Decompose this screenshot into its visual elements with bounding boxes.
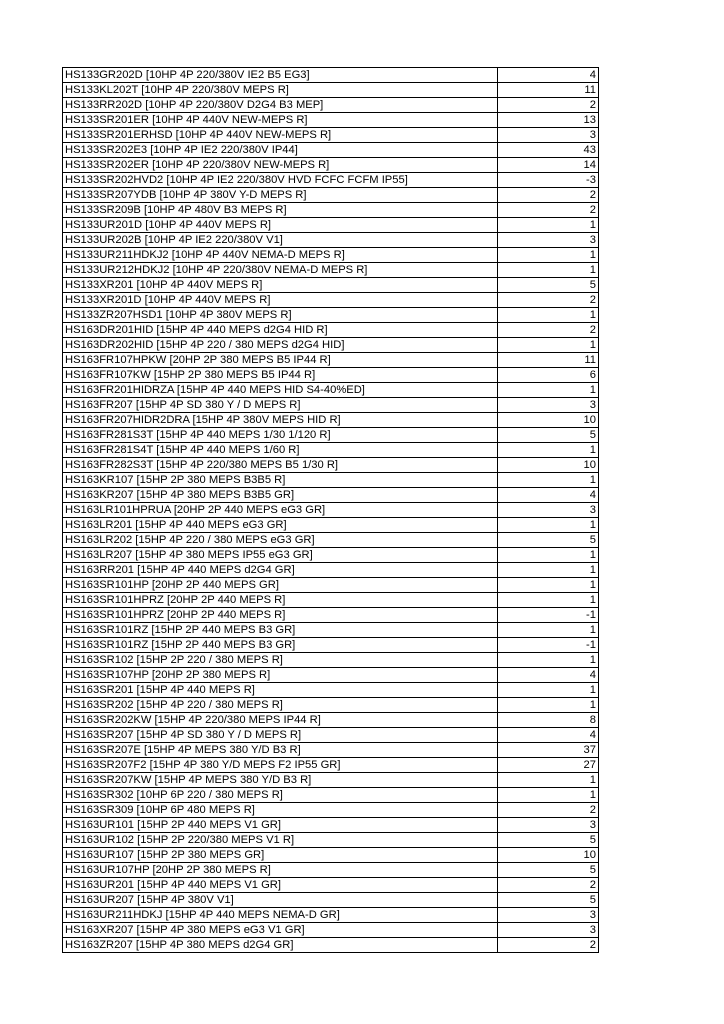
- item-description: HS163FR107KW [15HP 2P 380 MEPS B5 IP44 R]: [63, 368, 498, 383]
- table-row: [63, 938, 599, 953]
- table-row: [63, 338, 599, 353]
- item-quantity: 13: [498, 113, 599, 128]
- table-row: [63, 248, 599, 263]
- item-quantity: 1: [498, 653, 599, 668]
- table-row: [63, 368, 599, 383]
- table-row: [63, 698, 599, 713]
- item-quantity: 14: [498, 158, 599, 173]
- table-row: [63, 743, 599, 758]
- item-quantity: 2: [498, 203, 599, 218]
- item-quantity: 2: [498, 98, 599, 113]
- table-row: [63, 278, 599, 293]
- item-description: HS163FR282S3T [15HP 4P 220/380 MEPS B5 1/30 R]: [63, 458, 498, 473]
- item-description: HS163FR207 [15HP 4P SD 380 Y / D MEPS R]: [63, 398, 498, 413]
- item-description: HS163RR201 [15HP 4P 440 MEPS d2G4 GR]: [63, 563, 498, 578]
- item-description: HS133SR201ER [10HP 4P 440V NEW-MEPS R]: [63, 113, 498, 128]
- table-row: [63, 128, 599, 143]
- item-description: HS133UR201D [10HP 4P 440V MEPS R]: [63, 218, 498, 233]
- table-row: [63, 578, 599, 593]
- item-description: HS163SR102 [15HP 2P 220 / 380 MEPS R]: [63, 653, 498, 668]
- item-description: HS163SR309 [10HP 6P 480 MEPS R]: [63, 803, 498, 818]
- item-quantity: 5: [498, 428, 599, 443]
- item-quantity: 2: [498, 803, 599, 818]
- table-row: [63, 488, 599, 503]
- table-row: [63, 713, 599, 728]
- item-description: HS163UR107HP [20HP 2P 380 MEPS R]: [63, 863, 498, 878]
- item-quantity: 4: [498, 68, 599, 83]
- table-row: [63, 593, 599, 608]
- item-quantity: 1: [498, 788, 599, 803]
- item-description: HS163LR207 [15HP 4P 380 MEPS IP55 eG3 GR]: [63, 548, 498, 563]
- item-quantity: 11: [498, 353, 599, 368]
- item-description: HS133UR211HDKJ2 [10HP 4P 440V NEMA-D MEPS R]: [63, 248, 498, 263]
- table-row: [63, 923, 599, 938]
- table-row: [63, 563, 599, 578]
- item-quantity: 2: [498, 188, 599, 203]
- item-quantity: 10: [498, 458, 599, 473]
- item-quantity: 5: [498, 533, 599, 548]
- item-quantity: 1: [498, 308, 599, 323]
- item-quantity: 3: [498, 398, 599, 413]
- item-quantity: 1: [498, 338, 599, 353]
- item-quantity: 1: [498, 563, 599, 578]
- item-description: HS163DR202HID [15HP 4P 220 / 380 MEPS d2G4 HID]: [63, 338, 498, 353]
- table-row: [63, 263, 599, 278]
- item-description: HS163SR101HPRZ [20HP 2P 440 MEPS R]: [63, 608, 498, 623]
- item-description: HS163SR207F2 [15HP 4P 380 Y/D MEPS F2 IP55 GR]: [63, 758, 498, 773]
- table-row: [63, 473, 599, 488]
- table-row: [63, 323, 599, 338]
- inventory-table-body: [63, 68, 599, 953]
- item-description: HS163SR202 [15HP 4P 220 / 380 MEPS R]: [63, 698, 498, 713]
- table-row: [63, 668, 599, 683]
- item-description: HS133ZR207HSD1 [10HP 4P 380V MEPS R]: [63, 308, 498, 323]
- item-description: HS163SR101HPRZ [20HP 2P 440 MEPS R]: [63, 593, 498, 608]
- item-description: HS133KL202T [10HP 4P 220/380V MEPS R]: [63, 83, 498, 98]
- table-row: [63, 803, 599, 818]
- table-row: [63, 653, 599, 668]
- table-row: [63, 848, 599, 863]
- table-row: [63, 98, 599, 113]
- item-quantity: 3: [498, 503, 599, 518]
- item-quantity: 4: [498, 728, 599, 743]
- item-quantity: 1: [498, 623, 599, 638]
- item-description: HS163UR201 [15HP 4P 440 MEPS V1 GR]: [63, 878, 498, 893]
- table-row: [63, 728, 599, 743]
- table-row: [63, 293, 599, 308]
- item-quantity: 1: [498, 683, 599, 698]
- item-description: HS163SR201 [15HP 4P 440 MEPS R]: [63, 683, 498, 698]
- table-row: [63, 308, 599, 323]
- item-description: HS133XR201 [10HP 4P 440V MEPS R]: [63, 278, 498, 293]
- table-row: [63, 413, 599, 428]
- item-description: HS163SR207 [15HP 4P SD 380 Y / D MEPS R]: [63, 728, 498, 743]
- item-quantity: 1: [498, 443, 599, 458]
- table-row: [63, 458, 599, 473]
- table-row: [63, 908, 599, 923]
- item-description: HS133SR202E3 [10HP 4P IE2 220/380V IP44]: [63, 143, 498, 158]
- item-description: HS163UR102 [15HP 2P 220/380 MEPS V1 R]: [63, 833, 498, 848]
- table-row: [63, 623, 599, 638]
- table-row: [63, 158, 599, 173]
- item-description: HS133UR212HDKJ2 [10HP 4P 220/380V NEMA-D MEPS R]: [63, 263, 498, 278]
- table-row: [63, 218, 599, 233]
- item-quantity: 1: [498, 248, 599, 263]
- item-description: HS133XR201D [10HP 4P 440V MEPS R]: [63, 293, 498, 308]
- item-description: HS163LR101HPRUA [20HP 2P 440 MEPS eG3 GR]: [63, 503, 498, 518]
- item-quantity: 3: [498, 908, 599, 923]
- item-quantity: 6: [498, 368, 599, 383]
- item-quantity: 1: [498, 383, 599, 398]
- item-description: HS163SR207KW [15HP 4P MEPS 380 Y/D B3 R]: [63, 773, 498, 788]
- item-description: HS163SR101RZ [15HP 2P 440 MEPS B3 GR]: [63, 623, 498, 638]
- item-quantity: 1: [498, 773, 599, 788]
- item-description: HS163SR101HP [20HP 2P 440 MEPS GR]: [63, 578, 498, 593]
- table-row: [63, 518, 599, 533]
- item-description: HS163FR207HIDR2DRA [15HP 4P 380V MEPS HID R]: [63, 413, 498, 428]
- item-description: HS133GR202D [10HP 4P 220/380V IE2 B5 EG3]: [63, 68, 498, 83]
- item-quantity: 5: [498, 278, 599, 293]
- item-description: HS163UR101 [15HP 2P 440 MEPS V1 GR]: [63, 818, 498, 833]
- table-row: [63, 188, 599, 203]
- item-description: HS133SR209B [10HP 4P 480V B3 MEPS R]: [63, 203, 498, 218]
- item-description: HS163KR207 [15HP 4P 380 MEPS B3B5 GR]: [63, 488, 498, 503]
- item-quantity: 2: [498, 293, 599, 308]
- item-description: HS163XR207 [15HP 4P 380 MEPS eG3 V1 GR]: [63, 923, 498, 938]
- inventory-table: [62, 67, 599, 953]
- item-quantity: 1: [498, 218, 599, 233]
- table-row: [63, 233, 599, 248]
- item-quantity: 11: [498, 83, 599, 98]
- item-description: HS163LR201 [15HP 4P 440 MEPS eG3 GR]: [63, 518, 498, 533]
- item-description: HS133SR202ER [10HP 4P 220/380V NEW-MEPS R]: [63, 158, 498, 173]
- table-row: [63, 503, 599, 518]
- item-quantity: 10: [498, 848, 599, 863]
- item-quantity: 4: [498, 488, 599, 503]
- item-quantity: 3: [498, 923, 599, 938]
- item-description: HS163FR107HPKW [20HP 2P 380 MEPS B5 IP44 R]: [63, 353, 498, 368]
- item-quantity: 3: [498, 128, 599, 143]
- item-quantity: 10: [498, 413, 599, 428]
- item-description: HS163SR302 [10HP 6P 220 / 380 MEPS R]: [63, 788, 498, 803]
- table-row: [63, 773, 599, 788]
- item-description: HS163UR207 [15HP 4P 380V V1]: [63, 893, 498, 908]
- item-quantity: 1: [498, 698, 599, 713]
- table-row: [63, 758, 599, 773]
- table-row: [63, 878, 599, 893]
- item-description: HS133SR207YDB [10HP 4P 380V Y-D MEPS R]: [63, 188, 498, 203]
- table-row: [63, 383, 599, 398]
- item-description: HS133SR201ERHSD [10HP 4P 440V NEW-MEPS R]: [63, 128, 498, 143]
- item-quantity: -1: [498, 638, 599, 653]
- table-row: [63, 443, 599, 458]
- item-quantity: 2: [498, 323, 599, 338]
- table-row: [63, 683, 599, 698]
- table-row: [63, 533, 599, 548]
- item-description: HS163SR202KW [15HP 4P 220/380 MEPS IP44 R]: [63, 713, 498, 728]
- table-row: [63, 788, 599, 803]
- item-quantity: 5: [498, 893, 599, 908]
- item-description: HS163UR107 [15HP 2P 380 MEPS GR]: [63, 848, 498, 863]
- item-description: HS133UR202B [10HP 4P IE2 220/380V V1]: [63, 233, 498, 248]
- item-quantity: 1: [498, 473, 599, 488]
- item-quantity: 3: [498, 818, 599, 833]
- item-description: HS133RR202D [10HP 4P 220/380V D2G4 B3 MEP]: [63, 98, 498, 113]
- item-description: HS163SR207E [15HP 4P MEPS 380 Y/D B3 R]: [63, 743, 498, 758]
- item-quantity: 1: [498, 263, 599, 278]
- item-description: HS163ZR207 [15HP 4P 380 MEPS d2G4 GR]: [63, 938, 498, 953]
- table-row: [63, 428, 599, 443]
- item-quantity: 1: [498, 548, 599, 563]
- item-quantity: 5: [498, 833, 599, 848]
- item-quantity: 3: [498, 233, 599, 248]
- item-description: HS163SR101RZ [15HP 2P 440 MEPS B3 GR]: [63, 638, 498, 653]
- item-quantity: 1: [498, 578, 599, 593]
- table-row: [63, 398, 599, 413]
- item-quantity: 1: [498, 593, 599, 608]
- item-quantity: 27: [498, 758, 599, 773]
- item-quantity: 8: [498, 713, 599, 728]
- table-row: [63, 143, 599, 158]
- item-quantity: -3: [498, 173, 599, 188]
- item-description: HS163LR202 [15HP 4P 220 / 380 MEPS eG3 GR]: [63, 533, 498, 548]
- item-quantity: 1: [498, 518, 599, 533]
- table-row: [63, 818, 599, 833]
- item-description: HS133SR202HVD2 [10HP 4P IE2 220/380V HVD FCFC FCFM IP55]: [63, 173, 498, 188]
- item-quantity: 2: [498, 878, 599, 893]
- table-row: [63, 83, 599, 98]
- table-row: [63, 353, 599, 368]
- table-row: [63, 863, 599, 878]
- item-quantity: -1: [498, 608, 599, 623]
- item-description: HS163UR211HDKJ [15HP 4P 440 MEPS NEMA-D GR]: [63, 908, 498, 923]
- table-row: [63, 638, 599, 653]
- item-quantity: 37: [498, 743, 599, 758]
- table-row: [63, 173, 599, 188]
- table-row: [63, 608, 599, 623]
- item-description: HS163FR281S3T [15HP 4P 440 MEPS 1/30 1/120 R]: [63, 428, 498, 443]
- table-row: [63, 548, 599, 563]
- item-description: HS163DR201HID [15HP 4P 440 MEPS d2G4 HID R]: [63, 323, 498, 338]
- item-quantity: 2: [498, 938, 599, 953]
- item-description: HS163KR107 [15HP 2P 380 MEPS B3B5 R]: [63, 473, 498, 488]
- table-row: [63, 113, 599, 128]
- item-description: HS163SR107HP [20HP 2P 380 MEPS R]: [63, 668, 498, 683]
- item-description: HS163FR201HIDRZA [15HP 4P 440 MEPS HID S4-40%ED]: [63, 383, 498, 398]
- table-row: [63, 203, 599, 218]
- item-description: HS163FR281S4T [15HP 4P 440 MEPS 1/60 R]: [63, 443, 498, 458]
- item-quantity: 43: [498, 143, 599, 158]
- table-row: [63, 833, 599, 848]
- table-row: [63, 68, 599, 83]
- item-quantity: 5: [498, 863, 599, 878]
- item-quantity: 4: [498, 668, 599, 683]
- table-row: [63, 893, 599, 908]
